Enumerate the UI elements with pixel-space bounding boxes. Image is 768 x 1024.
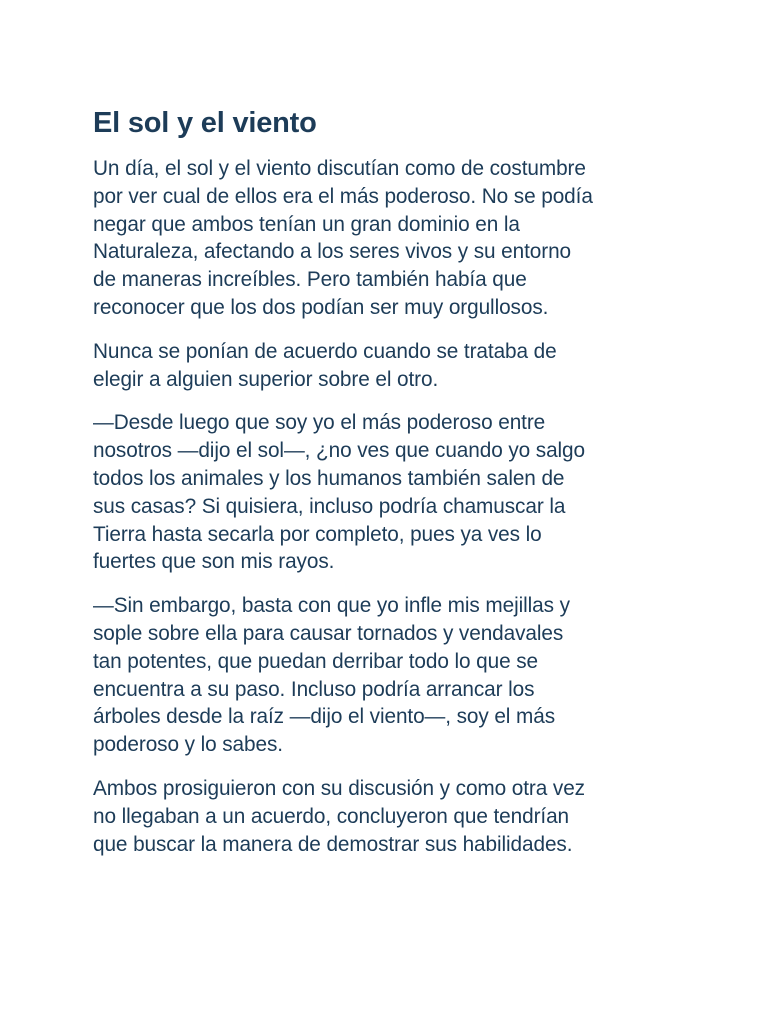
text-line: no llegaban a un acuerdo, concluyeron que tendrían — [93, 804, 569, 828]
text-line: todos los animales y los humanos también salen de — [93, 466, 565, 490]
text-line: Ambos prosiguieron con su discusión y como otra vez — [93, 776, 585, 800]
text-line: —Sin embargo, basta con que yo infle mis mejillas y — [93, 594, 570, 618]
text-line: sople sobre ella para causar tornados y vendavales — [93, 621, 564, 645]
text-line: Naturaleza, afectando a los seres vivos y su entorno — [93, 240, 572, 264]
paragraph — [93, 592, 693, 759]
text-line: —Desde luego que soy yo el más poderoso entre — [93, 411, 546, 435]
text-line: reconocer que los dos podían ser muy orgullosos. — [93, 295, 549, 319]
document-page — [93, 104, 693, 874]
text-line: que buscar la manera de demostrar sus habilidades. — [93, 832, 573, 856]
paragraph — [93, 409, 693, 576]
text-line: poderoso y lo sabes. — [93, 733, 283, 757]
text-line: elegir a alguien superior sobre el otro. — [93, 367, 439, 391]
text-line: Nunca se ponían de acuerdo cuando se trataba de — [93, 339, 557, 363]
text-line: sus casas? Si quisiera, incluso podría chamuscar la — [93, 494, 566, 518]
text-line: por ver cual de ellos era el más poderoso. No se podía — [93, 184, 593, 208]
text-line: negar que ambos tenían un gran dominio en la — [93, 212, 520, 236]
text-line: fuertes que son mis rayos. — [93, 550, 335, 574]
document-title: El sol y el viento — [93, 107, 317, 139]
text-line: nosotros —dijo el sol—, ¿no ves que cuando yo salgo — [93, 439, 585, 463]
text-line: árboles desde la raíz —dijo el viento—, soy el más — [93, 705, 555, 729]
text-line: Tierra hasta secarla por completo, pues ya ves lo — [93, 522, 542, 546]
paragraph — [93, 775, 693, 858]
text-line: tan potentes, que puedan derribar todo lo que se — [93, 649, 538, 673]
text-line: Un día, el sol y el viento discutían como de costumbre — [93, 157, 586, 180]
text-line: encuentra a su paso. Incluso podría arrancar los — [93, 677, 535, 701]
text-line: de maneras increíbles. Pero también había que — [93, 268, 527, 292]
paragraph — [93, 338, 693, 394]
paragraph — [93, 155, 693, 322]
